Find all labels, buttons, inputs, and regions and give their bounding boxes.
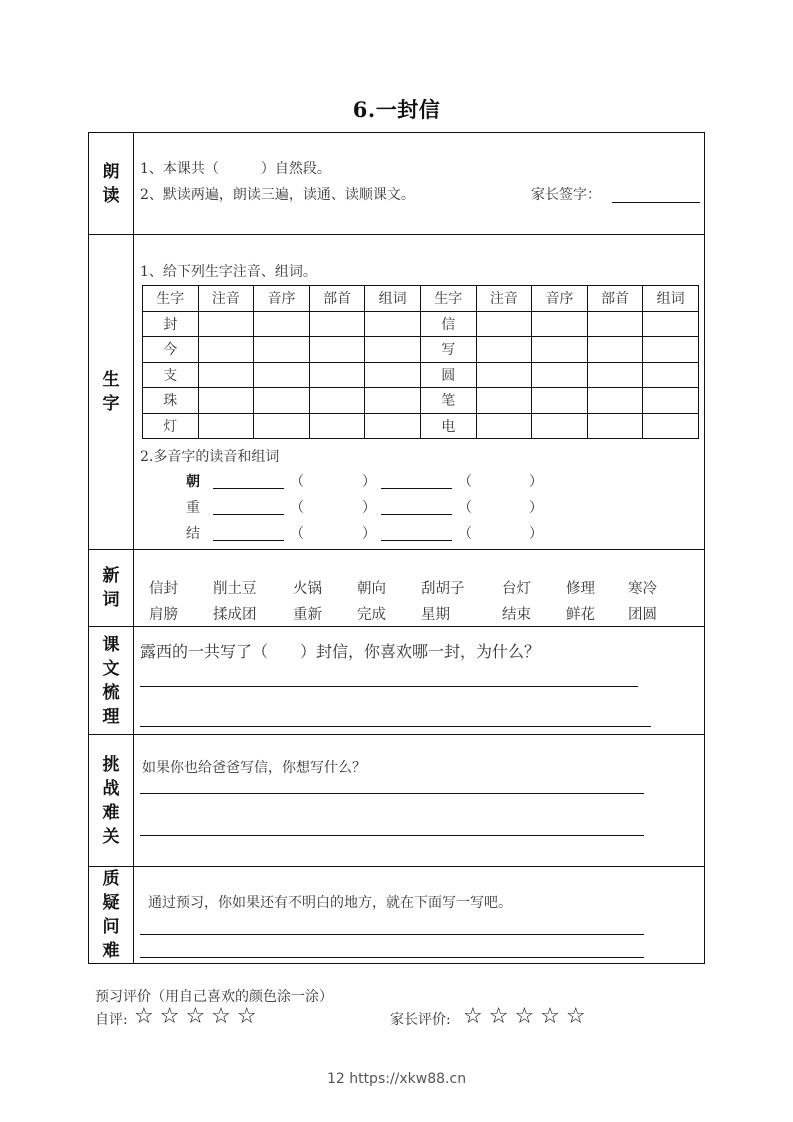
section-label-characters	[89, 235, 134, 549]
answer-cell[interactable]	[532, 362, 588, 388]
table-header: 生字	[143, 286, 199, 312]
page-title: 6.一封信	[352, 97, 441, 122]
word: 火锅	[293, 580, 322, 597]
answer-cell[interactable]	[365, 413, 421, 439]
word-list	[149, 574, 688, 626]
answer-cell[interactable]	[587, 362, 643, 388]
polyphone-char: 重	[186, 500, 200, 516]
answer-cell[interactable]	[309, 362, 365, 388]
label-char: 词	[102, 590, 120, 610]
answer-cell[interactable]	[198, 337, 254, 363]
answer-cell[interactable]	[476, 362, 532, 388]
answer-cell[interactable]	[643, 413, 699, 439]
word: 台灯	[502, 580, 531, 597]
section-label-new-words	[89, 550, 134, 626]
table-row	[143, 337, 699, 363]
close-paren: ）	[529, 526, 543, 542]
label-char: 难	[102, 941, 120, 961]
answer-cell[interactable]	[532, 388, 588, 414]
word: 刮胡子	[421, 580, 465, 597]
word: 寒冷	[628, 580, 657, 597]
char-cell: 灯	[143, 413, 199, 439]
answer-line[interactable]	[140, 934, 644, 935]
char-cell: 支	[143, 362, 199, 388]
label-char: 字	[102, 394, 120, 414]
answer-cell[interactable]	[587, 311, 643, 337]
section-label-questions	[89, 867, 134, 963]
answer-cell[interactable]	[587, 413, 643, 439]
section-new-words	[89, 549, 704, 626]
label-char: 新	[102, 566, 120, 586]
label-char: 疑	[102, 893, 120, 913]
answer-cell[interactable]	[365, 311, 421, 337]
char-cell: 封	[143, 311, 199, 337]
section-label-reading	[89, 133, 134, 234]
self-eval-stars[interactable]: ☆☆☆☆☆	[134, 1004, 263, 1029]
answer-cell[interactable]	[476, 311, 532, 337]
answer-cell[interactable]	[365, 337, 421, 363]
page-footer: 12 https://xkw88.cn	[326, 1071, 467, 1087]
table-row	[143, 413, 699, 439]
label-char: 文	[102, 658, 120, 679]
answer-cell[interactable]	[254, 362, 310, 388]
table-header: 部首	[309, 286, 365, 312]
word: 削土豆	[213, 580, 257, 597]
characters-task-1: 1、给下列生字注音、组词。	[140, 264, 317, 280]
word: 揉成团	[213, 606, 257, 623]
table-header: 音序	[254, 286, 310, 312]
label-char: 关	[102, 826, 120, 847]
answer-cell[interactable]	[532, 337, 588, 363]
questions-prompt: 通过预习，你如果还有不明白的地方，就在下面写一写吧。	[148, 895, 512, 911]
answer-line[interactable]	[140, 957, 644, 958]
section-reading	[89, 133, 704, 234]
label-char: 梳	[102, 682, 120, 703]
label-char: 课	[102, 634, 120, 655]
answer-line[interactable]	[213, 488, 284, 489]
answer-cell[interactable]	[476, 337, 532, 363]
characters-table	[142, 285, 699, 439]
text-review-question: 露西的一共写了（ ）封信，你喜欢哪一封，为什么？	[140, 642, 541, 661]
answer-line[interactable]	[140, 793, 644, 794]
answer-cell[interactable]	[587, 337, 643, 363]
section-characters	[89, 234, 704, 549]
answer-cell[interactable]	[643, 362, 699, 388]
reading-item-1: 1、本课共（ ）自然段。	[140, 161, 331, 177]
table-header: 组词	[365, 286, 421, 312]
close-paren: ）	[362, 526, 376, 542]
char-cell: 笔	[420, 388, 476, 414]
label-char: 挑	[102, 754, 120, 775]
answer-cell[interactable]	[365, 388, 421, 414]
word: 结束	[502, 606, 531, 623]
section-text-review	[89, 626, 704, 734]
table-header: 生字	[420, 286, 476, 312]
word: 朝向	[357, 580, 386, 597]
answer-cell[interactable]	[254, 413, 310, 439]
table-row	[143, 362, 699, 388]
answer-cell[interactable]	[532, 413, 588, 439]
word: 星期	[421, 606, 450, 623]
answer-line[interactable]	[140, 726, 651, 727]
table-header: 部首	[587, 286, 643, 312]
table-row	[143, 311, 699, 337]
table-header: 音序	[532, 286, 588, 312]
answer-cell[interactable]	[309, 413, 365, 439]
open-paren: （	[458, 526, 472, 542]
label-char: 朗	[102, 161, 120, 182]
char-cell: 圆	[420, 362, 476, 388]
word: 完成	[357, 606, 386, 623]
char-cell: 写	[420, 337, 476, 363]
answer-cell[interactable]	[309, 388, 365, 414]
challenge-question: 如果你也给爸爸写信，你想写什么？	[142, 760, 366, 776]
answer-cell[interactable]	[643, 388, 699, 414]
answer-line[interactable]	[381, 514, 452, 515]
section-questions	[89, 866, 704, 963]
section-label-challenge	[89, 735, 134, 866]
self-eval-label: 自评:	[95, 1012, 128, 1028]
answer-cell[interactable]	[198, 362, 254, 388]
parent-sign-label: 家长签字：	[531, 187, 601, 203]
section-label-text-review	[89, 627, 134, 734]
answer-cell[interactable]	[254, 311, 310, 337]
polyphone-char: 结	[186, 526, 200, 542]
close-paren: ）	[362, 474, 376, 490]
word: 修理	[566, 580, 595, 597]
answer-cell[interactable]	[198, 388, 254, 414]
word: 鲜花	[566, 606, 595, 623]
answer-line[interactable]	[213, 514, 284, 515]
answer-cell[interactable]	[643, 311, 699, 337]
label-char: 质	[102, 869, 120, 889]
answer-cell[interactable]	[309, 311, 365, 337]
label-char: 问	[102, 917, 120, 937]
word-row	[149, 600, 688, 626]
reading-item-2: 2、默读两遍，朗读三遍，读通、读顺课文。	[140, 187, 415, 203]
close-paren: ）	[529, 474, 543, 490]
table-header: 组词	[643, 286, 699, 312]
answer-cell[interactable]	[254, 337, 310, 363]
characters-task-2: 2.多音字的读音和组词	[140, 449, 280, 465]
answer-cell[interactable]	[532, 311, 588, 337]
answer-cell[interactable]	[198, 311, 254, 337]
char-cell: 电	[420, 413, 476, 439]
evaluation-heading: 预习评价（用自己喜欢的颜色涂一涂）	[95, 989, 333, 1005]
answer-cell[interactable]	[198, 413, 254, 439]
char-cell: 信	[420, 311, 476, 337]
word: 信封	[149, 580, 178, 597]
answer-cell[interactable]	[587, 388, 643, 414]
table-header-row	[143, 286, 699, 312]
close-paren: ）	[529, 500, 543, 516]
open-paren: （	[290, 474, 304, 490]
answer-cell[interactable]	[309, 337, 365, 363]
char-cell: 珠	[143, 388, 199, 414]
label-char: 读	[102, 185, 120, 206]
word: 团圆	[628, 606, 657, 623]
section-challenge	[89, 734, 704, 866]
label-char: 战	[102, 778, 120, 799]
table-header: 注音	[198, 286, 254, 312]
parent-sign-field[interactable]	[612, 202, 700, 203]
word: 重新	[293, 606, 322, 623]
answer-line[interactable]	[140, 835, 644, 836]
polyphone-char: 朝	[186, 474, 200, 490]
answer-cell[interactable]	[254, 388, 310, 414]
open-paren: （	[458, 500, 472, 516]
answer-cell[interactable]	[476, 413, 532, 439]
answer-cell[interactable]	[476, 388, 532, 414]
open-paren: （	[458, 474, 472, 490]
open-paren: （	[290, 526, 304, 542]
open-paren: （	[290, 500, 304, 516]
answer-line[interactable]	[140, 686, 638, 687]
label-char: 难	[102, 802, 120, 823]
answer-line[interactable]	[381, 540, 452, 541]
parent-eval-label: 家长评价:	[390, 1012, 451, 1028]
table-header: 注音	[476, 286, 532, 312]
word: 肩膀	[149, 606, 178, 623]
worksheet-table	[88, 132, 705, 964]
answer-line[interactable]	[381, 488, 452, 489]
close-paren: ）	[362, 500, 376, 516]
answer-cell[interactable]	[365, 362, 421, 388]
word-row	[149, 574, 688, 600]
char-cell: 今	[143, 337, 199, 363]
answer-line[interactable]	[213, 540, 284, 541]
answer-cell[interactable]	[643, 337, 699, 363]
table-row	[143, 388, 699, 414]
label-char: 生	[102, 370, 120, 390]
label-char: 理	[102, 706, 120, 727]
parent-eval-stars[interactable]: ☆☆☆☆☆	[463, 1004, 592, 1029]
